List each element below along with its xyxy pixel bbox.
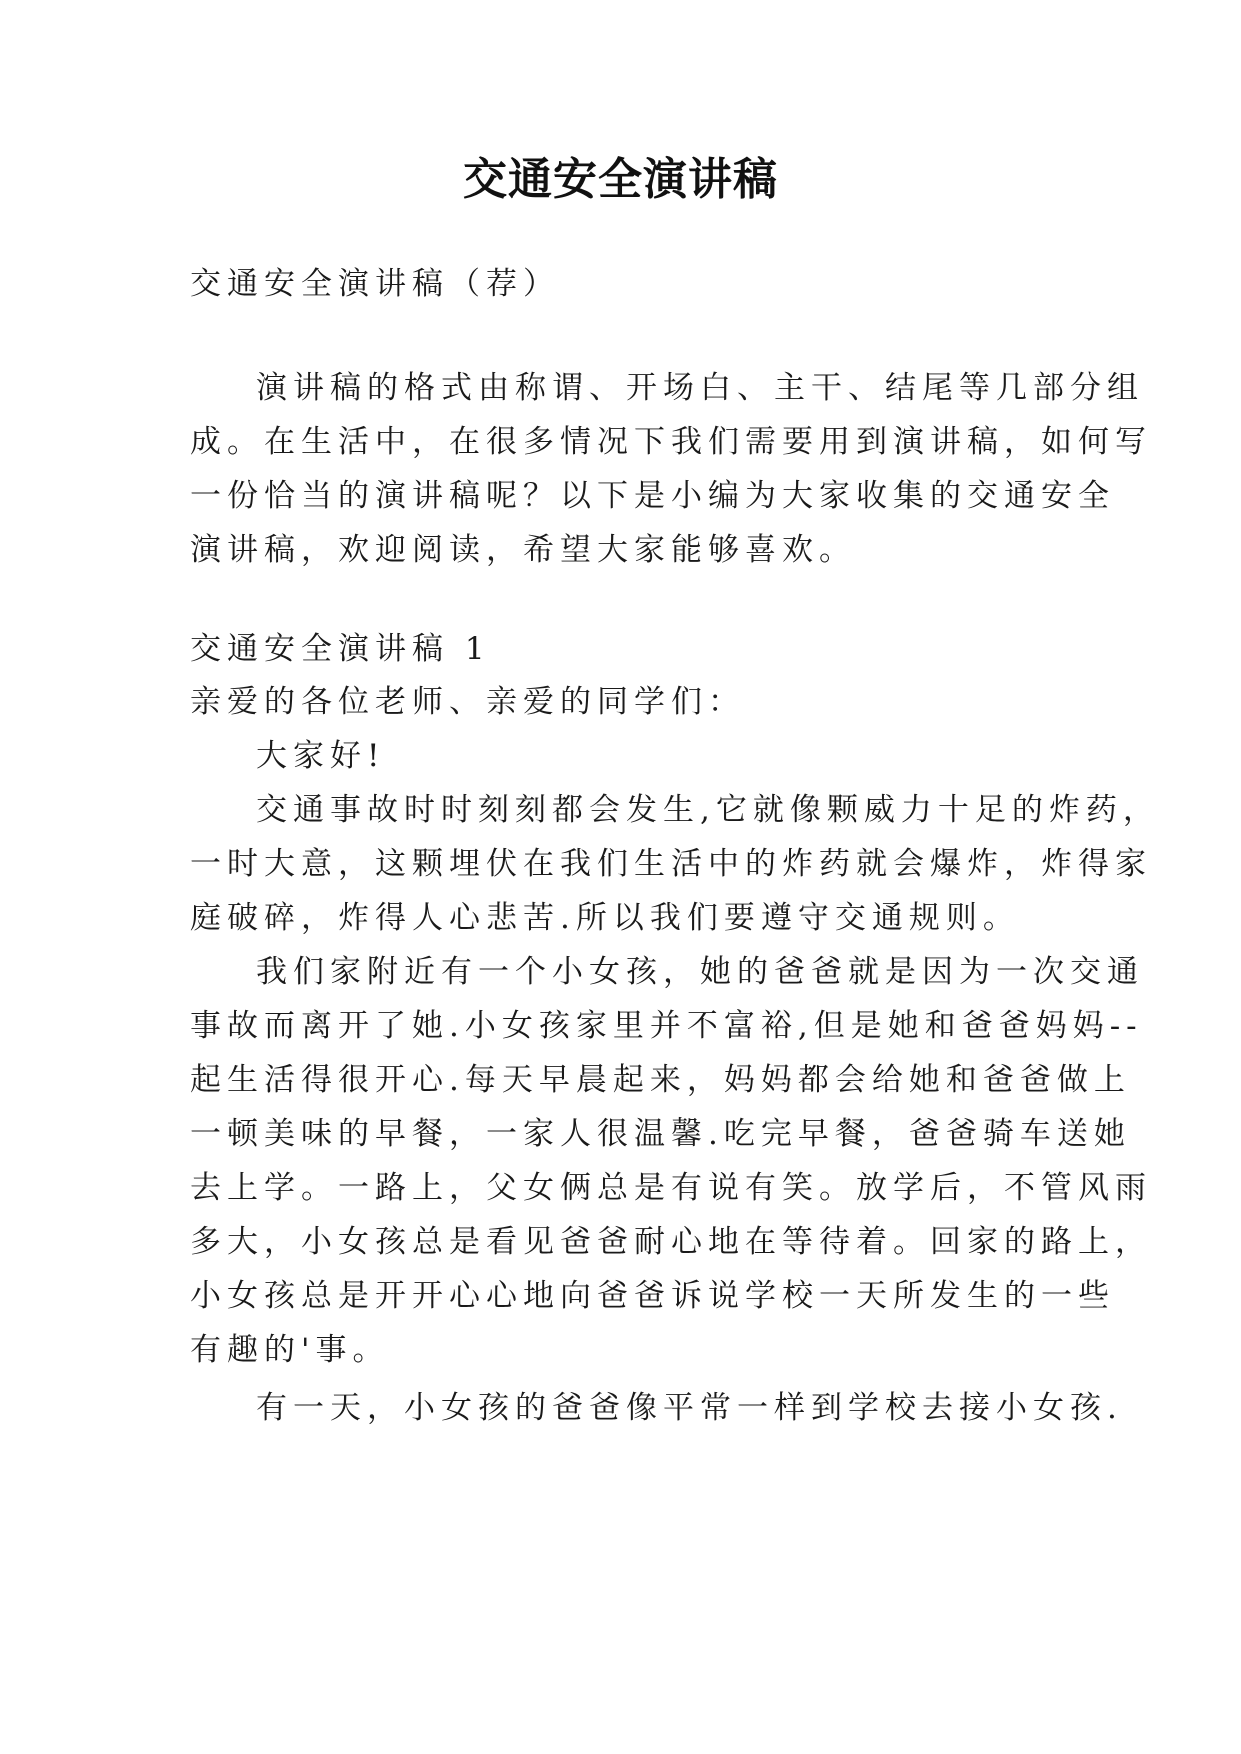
paragraph1-line-3: 庭破碎，炸得人心悲苦.所以我们要遵守交通规则。	[190, 900, 1020, 936]
paragraph2-line-6: 多大，小女孩总是看见爸爸耐心地在等待着。回家的路上，	[190, 1224, 1152, 1260]
salutation: 亲爱的各位老师、亲爱的同学们：	[190, 684, 745, 720]
paragraph2-line-8: 有趣的'事。	[190, 1332, 390, 1368]
greeting: 大家好!	[256, 738, 386, 774]
paragraph3-line-1: 有一天，小女孩的爸爸像平常一样到学校去接小女孩.	[256, 1390, 1123, 1426]
paragraph2-line-1: 我们家附近有一个小女孩，她的爸爸就是因为一次交通	[256, 954, 1144, 990]
intro-line-1: 演讲稿的格式由称谓、开场白、主干、结尾等几部分组	[256, 370, 1144, 406]
paragraph2-line-3: 起生活得很开心.每天早晨起来，妈妈都会给她和爸爸做上	[190, 1062, 1131, 1098]
paragraph2-line-4: 一顿美味的早餐，一家人很温馨.吃完早餐，爸爸骑车送她	[190, 1116, 1131, 1152]
paragraph2-line-7: 小女孩总是开开心心地向爸爸诉说学校一天所发生的一些	[190, 1278, 1115, 1314]
paragraph2-line-2: 事故而离开了她.小女孩家里并不富裕,但是她和爸爸妈妈--	[190, 1008, 1143, 1044]
intro-line-4: 演讲稿，欢迎阅读，希望大家能够喜欢。	[190, 532, 856, 568]
paragraph1-line-2: 一时大意，这颗埋伏在我们生活中的炸药就会爆炸，炸得家	[190, 846, 1152, 882]
paragraph2-line-5: 去上学。一路上，父女俩总是有说有笑。放学后，不管风雨	[190, 1170, 1152, 1206]
document-title: 交通安全演讲稿	[463, 154, 778, 205]
section-heading: 交通安全演讲稿 1	[190, 631, 491, 667]
intro-line-3: 一份恰当的演讲稿呢？以下是小编为大家收集的交通安全	[190, 478, 1115, 514]
document-subtitle: 交通安全演讲稿（荐）	[190, 266, 560, 302]
paragraph1-line-1: 交通事故时时刻刻都会发生,它就像颗威力十足的炸药，	[256, 792, 1160, 828]
intro-line-2: 成。在生活中，在很多情况下我们需要用到演讲稿，如何写	[190, 424, 1152, 460]
